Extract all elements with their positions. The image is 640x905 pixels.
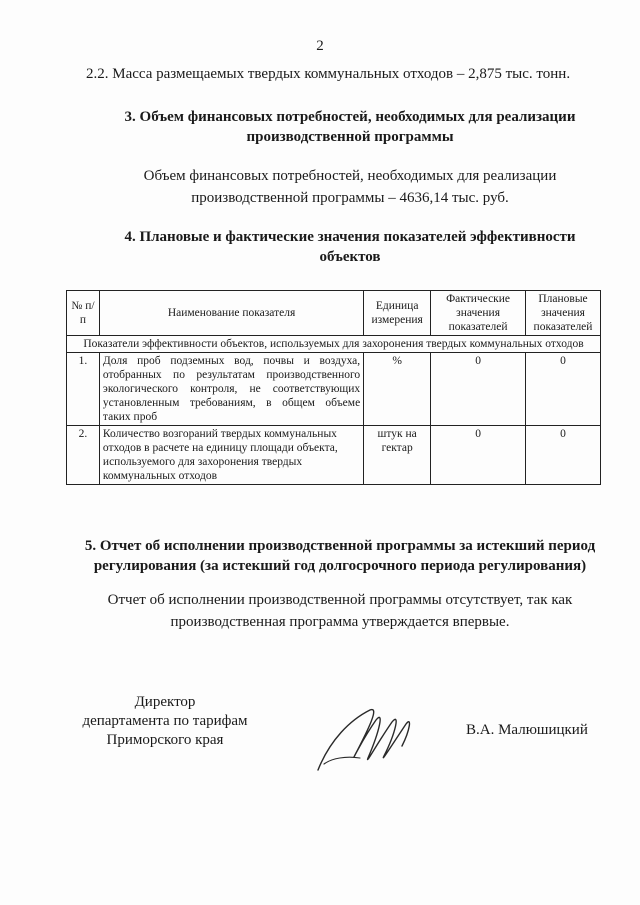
row-num: 1. (67, 353, 100, 426)
row-fact: 0 (431, 353, 526, 426)
row-unit: штук на гектар (364, 426, 431, 485)
header-fact: Фактические значения показателей (431, 291, 526, 336)
handwritten-signature (310, 700, 420, 780)
table-section-row (67, 336, 601, 353)
table-row (67, 353, 601, 426)
table-row (67, 426, 601, 485)
section-5-heading: 5. Отчет об исполнении производственной программы за истекший период регулирования (за истекший год долгосрочного периода регулирования) (84, 538, 596, 574)
table-header-row (67, 291, 601, 336)
row-num: 2. (67, 426, 100, 485)
row-plan: 0 (526, 426, 601, 485)
section-5-text: Отчет об исполнении производственной программы отсутствует, так как производственная программа утверждается впервые. (107, 592, 573, 630)
section-3-heading: 3. Объем финансовых потребностей, необходимых для реализации производственной программы (124, 109, 576, 145)
signatory-line-2: департамента по тарифам (82, 713, 248, 729)
page-number: 2 (316, 38, 324, 54)
row-name: Количество возгораний твердых коммунальных отходов в расчете на единицу площади объекта, используемого для захоронения твердых коммунальных отходов (99, 426, 363, 485)
row-plan: 0 (526, 353, 601, 426)
signatory-line-3: Приморского края (106, 732, 224, 748)
signatory-name: В.А. Малюшицкий (466, 722, 588, 738)
row-fact: 0 (431, 426, 526, 485)
header-name: Наименование показателя (99, 291, 363, 336)
signatory-line-1: Директор (134, 694, 196, 710)
row-name: Доля проб подземных вод, почвы и воздуха, отобранных по результатам производственного экологического контроля, не соответствующих установленным требованиям, в общем объеме таких проб (99, 353, 363, 426)
item-2-2: 2.2. Масса размещаемых твердых коммунальных отходов – 2,875 тыс. тонн. (86, 66, 571, 82)
section-row-label: Показатели эффективности объектов, используемых для захоронения твердых коммунальных отходов (67, 336, 601, 353)
signatory-title (70, 693, 260, 750)
section-4-heading: 4. Плановые и фактические значения показателей эффективности объектов (124, 229, 576, 265)
row-unit: % (364, 353, 431, 426)
header-plan: Плановые значения показателей (526, 291, 601, 336)
section-3-text: Объем финансовых потребностей, необходимых для реализации производственной программы – 4636,14 тыс. руб. (143, 168, 557, 206)
indicators-table (66, 290, 601, 485)
header-unit: Единица измерения (364, 291, 431, 336)
header-num: № п/п (67, 291, 100, 336)
